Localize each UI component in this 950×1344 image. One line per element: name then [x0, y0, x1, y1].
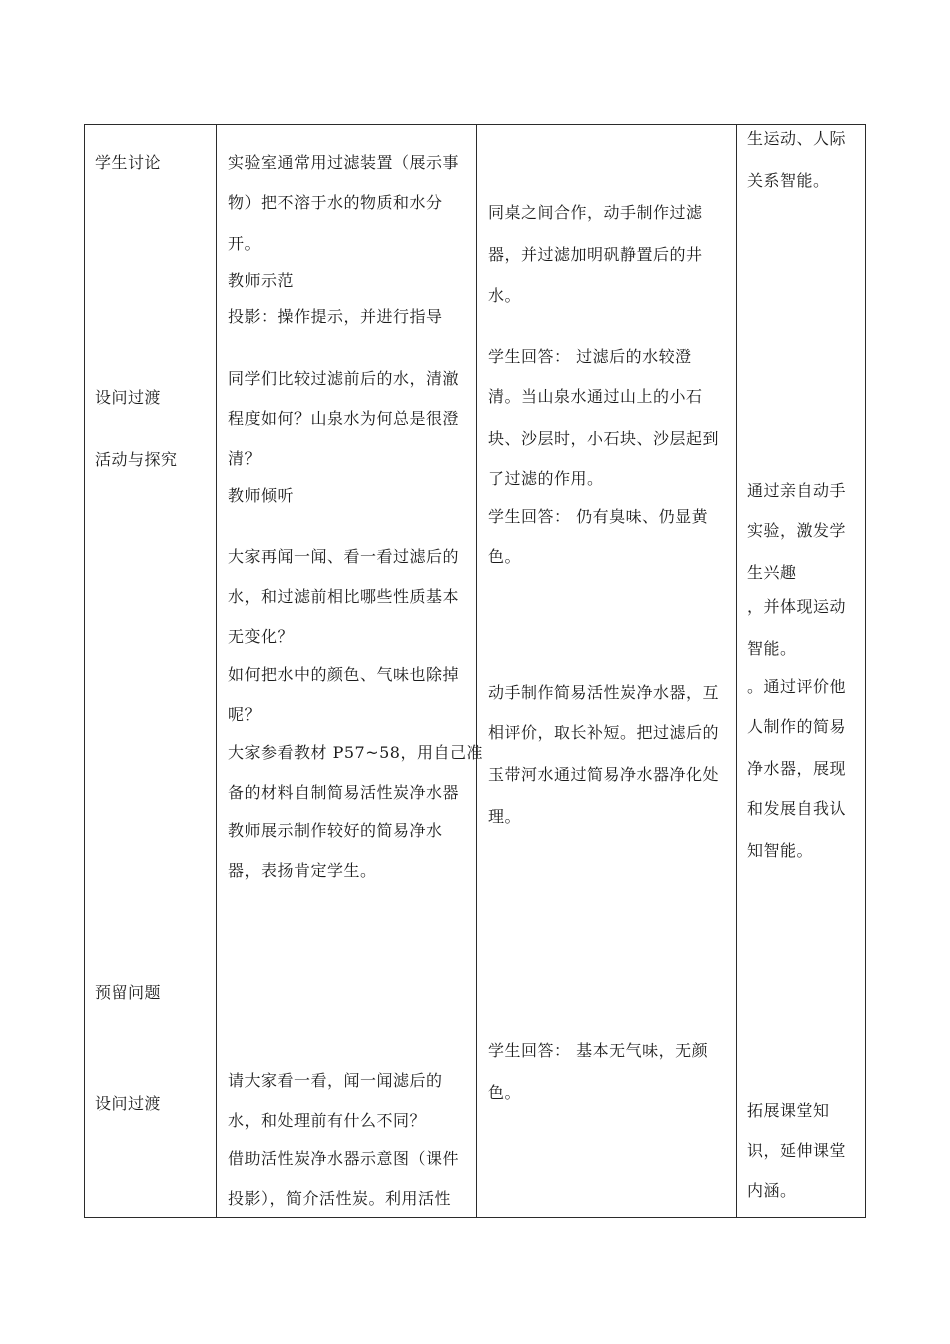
column-divider	[476, 125, 477, 1217]
stage-label: 学生讨论	[95, 153, 162, 172]
teacher-text-line: 程度如何？山泉水为何总是很澄	[228, 409, 460, 428]
teacher-text-line: 水，和过滤前相比哪些性质基本	[228, 587, 460, 606]
teacher-text-line: 呢？	[228, 705, 262, 724]
intent-text-line: 知智能。	[747, 841, 814, 860]
column-divider	[736, 125, 737, 1217]
teacher-text-line: 如何把水中的颜色、气味也除掉	[228, 665, 460, 684]
student-text-line: 玉带河水通过简易净水器净化处	[488, 765, 720, 784]
intent-text-line: 通过亲自动手	[747, 481, 847, 500]
stage-label: 设问过渡	[95, 1094, 162, 1113]
student-text-line: 学生回答： 过滤后的水较澄	[488, 347, 692, 366]
teacher-text-line: 投影），简介活性炭。利用活性	[228, 1189, 452, 1208]
teacher-text-line: 大家参看教材 P57~58，用自己准	[228, 743, 483, 762]
teacher-text-line: 水，和处理前有什么不同？	[228, 1111, 427, 1130]
intent-text-line: 内涵。	[747, 1181, 797, 1200]
student-text-line: 器，并过滤加明矾静置后的井	[488, 245, 703, 264]
intent-text-line: 生兴趣	[747, 563, 797, 582]
stage-label: 设问过渡	[95, 388, 162, 407]
teacher-text-line: 备的材料自制简易活性炭净水器	[228, 783, 460, 802]
teacher-text-line: 教师展示制作较好的简易净水	[228, 821, 443, 840]
intent-text-line: 和发展自我认	[747, 799, 847, 818]
teacher-text-line: 无变化？	[228, 627, 295, 646]
student-text-line: 同桌之间合作，动手制作过滤	[488, 203, 703, 222]
lesson-plan-table	[84, 124, 866, 1218]
teacher-text-line: 物）把不溶于水的物质和水分	[228, 193, 443, 212]
teacher-text-line: 同学们比较过滤前后的水，清澈	[228, 369, 460, 388]
student-text-line: 色。	[488, 1083, 522, 1102]
student-text-line: 学生回答： 仍有臭味、仍显黄	[488, 507, 709, 526]
teacher-text-line: 实验室通常用过滤装置（展示事	[228, 153, 460, 172]
intent-text-line: 识，延伸课堂	[747, 1141, 847, 1160]
teacher-text-line: 开。	[228, 234, 262, 253]
teacher-text-line: 投影：操作提示，并进行指导	[228, 307, 443, 326]
intent-text-line: ，并体现运动	[747, 597, 847, 616]
student-text-line: 学生回答： 基本无气味，无颜	[488, 1041, 709, 1060]
student-text-line: 相评价，取长补短。把过滤后的	[488, 723, 720, 742]
student-text-line: 水。	[488, 286, 522, 305]
student-text-line: 了过滤的作用。	[488, 469, 604, 488]
column-divider	[216, 125, 217, 1217]
teacher-text-line: 大家再闻一闻、看一看过滤后的	[228, 547, 460, 566]
stage-label: 活动与探究	[95, 450, 178, 469]
intent-text-line: 实验，激发学	[747, 521, 847, 540]
intent-text-line: 净水器，展现	[747, 759, 847, 778]
student-text-line: 理。	[488, 807, 522, 826]
intent-text-line: 人制作的简易	[747, 717, 847, 736]
teacher-text-line: 借助活性炭净水器示意图（课件	[228, 1149, 460, 1168]
teacher-text-line: 清？	[228, 449, 262, 468]
student-text-line: 色。	[488, 547, 522, 566]
teacher-text-line: 教师示范	[228, 271, 295, 290]
intent-text-line: 拓展课堂知	[747, 1101, 830, 1120]
teacher-text-line: 请大家看一看，闻一闻滤后的	[228, 1071, 443, 1090]
intent-text-line: 智能。	[747, 639, 797, 658]
stage-label: 预留问题	[95, 983, 162, 1002]
intent-text-line: 。通过评价他	[747, 677, 847, 696]
student-text-line: 清。当山泉水通过山上的小石	[488, 387, 703, 406]
teacher-text-line: 教师倾听	[228, 486, 295, 505]
intent-text-line: 生运动、人际	[747, 129, 847, 148]
teacher-text-line: 器，表扬肯定学生。	[228, 861, 377, 880]
student-text-line: 动手制作简易活性炭净水器，互	[488, 683, 720, 702]
intent-text-line: 关系智能。	[747, 171, 830, 190]
student-text-line: 块、沙层时，小石块、沙层起到	[488, 429, 720, 448]
